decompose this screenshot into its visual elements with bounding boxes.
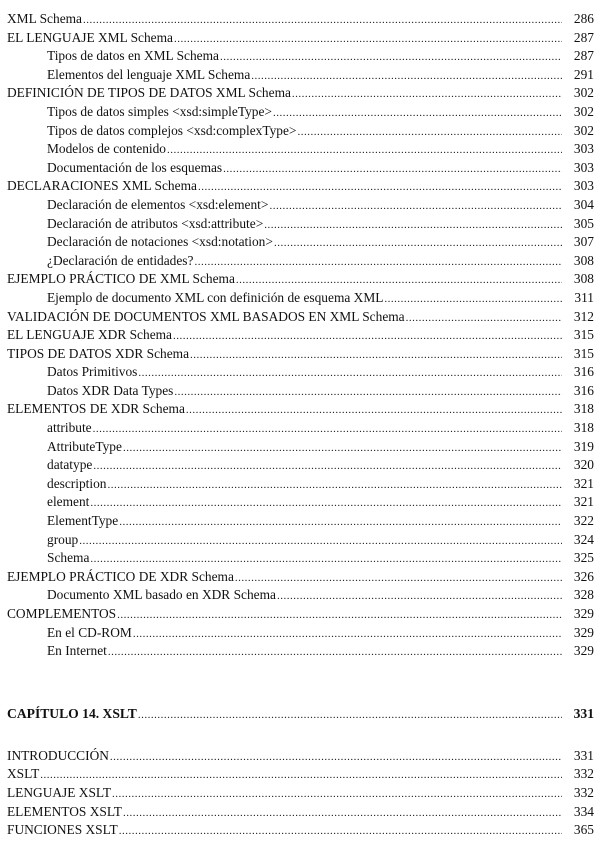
toc-subsection-entry[interactable] <box>7 363 597 382</box>
dot-leader <box>119 513 562 532</box>
toc-subsection-entry[interactable] <box>7 642 597 661</box>
chapter-title: CAPÍTULO 14. XSLT <box>7 705 137 721</box>
toc-entry-title: Documentación de los esquemas <box>47 159 223 175</box>
toc-page-number: 303 <box>573 141 594 157</box>
dot-leader <box>138 705 562 725</box>
toc-section-entry[interactable] <box>7 400 597 419</box>
dot-leader <box>277 587 562 606</box>
toc-subsection-entry[interactable] <box>7 140 597 159</box>
toc-list <box>7 10 597 661</box>
toc-entry-title: Datos XDR Data Types <box>47 382 174 398</box>
toc-section-entry[interactable] <box>7 10 597 29</box>
dot-leader <box>138 364 562 383</box>
dot-leader <box>90 494 562 513</box>
toc-subsection-entry[interactable] <box>7 47 597 66</box>
toc-entry-title: XML Schema <box>7 11 82 26</box>
toc-page-number: 316 <box>573 382 594 398</box>
toc-subsection-entry[interactable] <box>7 103 597 122</box>
toc-entry-title: EL LENGUAJE XML Schema <box>7 29 173 45</box>
dot-leader <box>83 11 562 30</box>
toc-page-number: 302 <box>573 103 594 119</box>
dot-leader <box>269 197 562 216</box>
toc-page-number: 328 <box>573 587 594 603</box>
toc-page-number: 307 <box>573 234 594 250</box>
toc-entry-title: EJEMPLO PRÁCTICO DE XDR Schema <box>7 568 234 584</box>
toc-page-number: 316 <box>573 364 594 380</box>
toc-entry-title: Declaración de notaciones <xsd:notation> <box>47 234 273 250</box>
toc-entry-title: EJEMPLO PRÁCTICO DE XML Schema <box>7 271 235 287</box>
toc-entry-title: Modelos de contenido <box>47 141 167 157</box>
toc-page-number: 334 <box>573 803 594 819</box>
toc-page-number: 302 <box>573 122 594 138</box>
dot-leader <box>297 123 562 142</box>
toc-section-entry[interactable] <box>7 345 597 364</box>
toc-page-number: 319 <box>573 438 594 454</box>
toc-entry-title: group <box>47 531 79 547</box>
toc-section-entry[interactable] <box>7 270 597 289</box>
toc-page-number: 312 <box>573 308 594 324</box>
toc-page-number: 318 <box>573 401 594 417</box>
toc-subsection-entry[interactable] <box>7 475 597 494</box>
dot-leader <box>235 569 562 588</box>
chapter-toc-list <box>7 747 597 840</box>
dot-leader <box>406 309 562 328</box>
dot-leader <box>93 457 562 476</box>
toc-section-entry[interactable] <box>7 308 597 327</box>
toc-page-number: 311 <box>574 289 594 305</box>
dot-leader <box>220 48 562 67</box>
toc-page-number: 332 <box>573 766 594 782</box>
dot-leader <box>236 271 562 290</box>
chapter-page-number: 331 <box>573 705 594 721</box>
toc-page-number: 325 <box>573 550 594 566</box>
toc-section-entry[interactable] <box>7 605 597 624</box>
dot-leader <box>274 234 562 253</box>
toc-page-number: 303 <box>573 178 594 194</box>
toc-subsection-entry[interactable] <box>7 382 597 401</box>
toc-section-entry[interactable] <box>7 29 597 48</box>
dot-leader <box>123 439 562 458</box>
toc-subsection-entry[interactable] <box>7 456 597 475</box>
toc-subsection-entry[interactable] <box>7 493 597 512</box>
toc-entry-title: EL LENGUAJE XDR Schema <box>7 327 172 343</box>
toc-subsection-entry[interactable] <box>7 586 597 605</box>
toc-subsection-entry[interactable] <box>7 233 597 252</box>
dot-leader <box>79 532 562 551</box>
dot-leader <box>108 643 562 662</box>
toc-entry-title: DECLARACIONES XML Schema <box>7 178 197 194</box>
toc-subsection-entry[interactable] <box>7 159 597 178</box>
toc-page-number: 303 <box>573 159 594 175</box>
toc-entry-title: attribute <box>47 420 92 436</box>
dot-leader <box>292 85 562 104</box>
dot-leader <box>90 550 562 569</box>
toc-entry-title: Documento XML basado en XDR Schema <box>47 587 276 603</box>
toc-page-number: 329 <box>573 624 594 640</box>
toc-section-entry[interactable] <box>7 177 597 196</box>
toc-section-entry[interactable] <box>7 326 597 345</box>
toc-page-number: 287 <box>573 48 594 64</box>
toc-entry-title: ELEMENTOS DE XDR Schema <box>7 401 185 417</box>
dot-leader <box>384 290 562 309</box>
toc-entry-title: datatype <box>47 457 93 473</box>
dot-leader <box>93 420 562 439</box>
dot-leader <box>174 30 562 49</box>
toc-entry-title: Elementos del lenguaje XML Schema <box>47 66 251 82</box>
toc-entry-title: En Internet <box>47 643 107 659</box>
toc-entry-title: Declaración de atributos <xsd:attribute> <box>47 215 264 231</box>
toc-page-number: 291 <box>573 66 594 82</box>
toc-subsection-entry[interactable] <box>7 438 597 457</box>
toc-entry-title: Datos Primitivos <box>47 364 138 380</box>
toc-entry-title: Schema <box>47 550 90 566</box>
toc-section-entry[interactable] <box>7 821 597 840</box>
dot-leader <box>108 476 563 495</box>
toc-page-number: 305 <box>573 215 594 231</box>
toc-entry-title: TIPOS DE DATOS XDR Schema <box>7 345 190 361</box>
toc-page-number: 318 <box>573 420 594 436</box>
toc-page-number: 286 <box>573 11 594 26</box>
dot-leader <box>198 178 562 197</box>
toc-subsection-entry[interactable] <box>7 531 597 550</box>
toc-subsection-entry[interactable] <box>7 215 597 234</box>
toc-page-number: 320 <box>573 457 594 473</box>
toc-entry-title: FUNCIONES XSLT <box>7 822 118 838</box>
toc-entry-title: En el CD-ROM <box>47 624 132 640</box>
toc-page-number: 326 <box>573 568 594 584</box>
toc-page-number: 308 <box>573 271 594 287</box>
dot-leader <box>174 383 562 402</box>
dot-leader <box>251 67 562 86</box>
toc-page-number: 322 <box>573 513 594 529</box>
toc-section-entry[interactable] <box>7 747 597 766</box>
toc-entry-title: DEFINICIÓN DE TIPOS DE DATOS XML Schema <box>7 85 291 101</box>
toc-page-number: 308 <box>573 252 594 268</box>
toc-section-entry[interactable] <box>7 84 597 103</box>
toc-page-number: 331 <box>573 747 594 763</box>
dot-leader <box>112 785 562 804</box>
toc-page-number: 365 <box>573 822 594 838</box>
toc-subsection-entry[interactable] <box>7 549 597 568</box>
dot-leader <box>133 625 562 644</box>
toc-page-number: 329 <box>573 643 594 659</box>
toc-entry-title: INTRODUCCIÓN <box>7 747 109 763</box>
toc-entry-title: Declaración de elementos <xsd:element> <box>47 196 269 212</box>
toc-page-number: 315 <box>573 327 594 343</box>
toc-section-entry[interactable] <box>7 568 597 587</box>
dot-leader <box>173 327 562 346</box>
toc-subsection-entry[interactable] <box>7 252 597 271</box>
toc-page-number: 302 <box>573 85 594 101</box>
toc-entry-title: Ejemplo de documento XML con definición de esquema XML <box>47 289 384 305</box>
toc-page-number: 324 <box>573 531 594 547</box>
toc-entry-title: AttributeType <box>47 438 122 454</box>
dot-leader <box>123 804 562 823</box>
dot-leader <box>117 606 562 625</box>
toc-subsection-entry[interactable] <box>7 512 597 531</box>
toc-entry-title: Tipos de datos complejos <xsd:complexType> <box>47 122 297 138</box>
chapter-heading[interactable] <box>7 704 597 724</box>
toc-entry-title: element <box>47 494 90 510</box>
toc-entry-title: ELEMENTOS XSLT <box>7 803 122 819</box>
toc-subsection-entry[interactable] <box>7 66 597 85</box>
toc-entry-title: Tipos de datos en XML Schema <box>47 48 219 64</box>
toc-entry-title: COMPLEMENTOS <box>7 606 117 621</box>
dot-leader <box>190 346 562 365</box>
toc-page-number: 321 <box>573 494 594 510</box>
toc-subsection-entry[interactable] <box>7 122 597 141</box>
toc-entry-title: LENGUAJE XSLT <box>7 784 112 800</box>
toc-subsection-entry[interactable] <box>7 624 597 643</box>
toc-subsection-entry[interactable] <box>7 419 597 438</box>
toc-entry-title: VALIDACIÓN DE DOCUMENTOS XML BASADOS EN XML Schema <box>7 308 405 324</box>
dot-leader <box>223 160 562 179</box>
toc-subsection-entry[interactable] <box>7 196 597 215</box>
toc-subsection-entry[interactable] <box>7 289 597 308</box>
dot-leader <box>110 748 562 767</box>
toc-page-number: 287 <box>573 29 594 45</box>
dot-leader <box>194 253 562 272</box>
toc-page-number: 321 <box>573 475 594 491</box>
toc-page-number: 329 <box>573 606 594 621</box>
toc-entry-title: Tipos de datos simples <xsd:simpleType> <box>47 103 272 119</box>
toc-page-number: 315 <box>573 345 594 361</box>
dot-leader <box>40 766 562 785</box>
toc-entry-title: XSLT <box>7 766 40 782</box>
toc-section-entry[interactable] <box>7 765 597 784</box>
toc-page-number: 332 <box>573 784 594 800</box>
dot-leader <box>186 401 562 420</box>
dot-leader <box>264 216 562 235</box>
toc-entry-title: description <box>47 475 107 491</box>
toc-page <box>7 10 597 840</box>
toc-page-number: 304 <box>573 196 594 212</box>
toc-entry-title: ElementType <box>47 513 119 529</box>
dot-leader <box>273 104 562 123</box>
toc-entry-title: ¿Declaración de entidades? <box>47 252 194 268</box>
toc-section-entry[interactable] <box>7 803 597 822</box>
dot-leader <box>167 141 562 160</box>
toc-section-entry[interactable] <box>7 784 597 803</box>
dot-leader <box>119 822 562 841</box>
